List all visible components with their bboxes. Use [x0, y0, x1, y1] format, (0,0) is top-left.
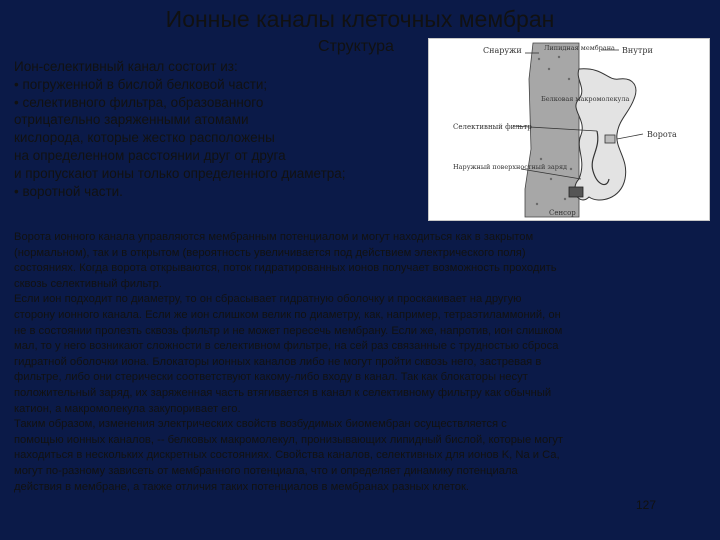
slide-subtitle: Структура — [318, 38, 394, 55]
intro-bullet: • воротной части. — [14, 183, 123, 199]
body-line: Таким образом, изменения электрических свойств возбудимых биомембран осуществляется с — [14, 418, 507, 431]
body-line: состояниях. Когда ворота открываются, поток гидратированных ионов получает возможность проходить — [14, 262, 557, 275]
intro-line: и пропускают ионы только определенного диаметра; — [14, 165, 346, 181]
intro-line: отрицательно заряженными атомами — [14, 112, 249, 128]
body-line: находиться в нескольких дискретных состояниях. Свойства каналов, селективных для ионов K, Na и Ca, — [14, 449, 560, 462]
body-line: фильтре, либо они стерически соответствуют какому-либо входу в канал. Так как блокаторы несут — [14, 371, 528, 384]
body-line: мал, то у него возникают сложности в селективном фильтре, на сей раз связанные с трудностью сброса — [14, 340, 559, 353]
intro-text — [14, 58, 424, 200]
body-line: Если ион подходит по диаметру, то он сбрасывает гидратную оболочку и проскакивает на другую — [14, 293, 522, 306]
body-line: гидратной оболочки иона. Блокаторы ионных каналов либо не могут пройти сквозь него, застревая в — [14, 355, 542, 368]
body-line: (нормальном), так и в открытом (вероятность увеличивается под действием электрического поля) — [14, 246, 526, 259]
label-sensor: Сенсор — [549, 209, 576, 217]
body-line: катион, а макромолекула закупоривает его. — [14, 402, 241, 415]
body-line: не в состоянии пролезть сквозь фильтр и не может пересечь мембрану. Если же, напротив, ион слишком — [14, 324, 563, 337]
page-number: 127 — [636, 498, 657, 512]
body-line: Ворота ионного канала управляются мембранным потенциалом и могут находиться как в закрытом — [14, 231, 534, 243]
body-line: сквозь селективный фильтр. — [14, 277, 162, 290]
label-macromolecule: Белковая макромолекула — [541, 95, 630, 103]
slide-title: Ионные каналы клеточных мембран — [165, 6, 555, 32]
label-inside: Внутри — [622, 46, 653, 55]
label-filter: Селективный фильтр — [453, 123, 532, 131]
intro-bullet: • селективного фильтра, образованного — [14, 94, 264, 110]
protein-macromolecule-shape — [575, 69, 636, 200]
body-text — [14, 230, 706, 495]
sensor-shape — [569, 187, 583, 197]
gate-shape — [605, 135, 615, 143]
label-surface-charge: Наружный поверхностный заряд — [453, 163, 568, 171]
body-line: действия в мембране, а также отличия таких потенциалов в мембранах разных клеток. — [14, 480, 469, 493]
intro-bullet: • погруженной в бислой белковой части; — [14, 76, 268, 92]
label-outside: Снаружи — [483, 46, 522, 55]
intro-line: кислорода, которые жестко расположены — [14, 130, 275, 146]
ion-channel-diagram — [428, 38, 710, 221]
intro-line: на определенном расстоянии друг от друга — [14, 147, 286, 163]
ion-channel-svg — [429, 39, 709, 220]
body-line: могут по-разному зависеть от мембранного потенциала, что и определяет динамику потенциала — [14, 464, 518, 477]
label-gate: Ворота — [647, 130, 677, 139]
body-line: положительный заряд, их заряженная часть втягивается в канал к селективному фильтру как обычный — [14, 386, 552, 399]
body-line: помощью ионных каналов, -- белковых макромолекул, пронизывающих липидный бислой, которые могут — [14, 433, 564, 446]
body-line: сторону ионного канала. Если же ион слишком велик по диаметру, как, например, тетраэтиламмоний, он — [14, 308, 561, 321]
label-lipid: Липидная мембрана — [544, 44, 615, 52]
intro-line: Ион-селективный канал состоит из: — [14, 59, 238, 74]
